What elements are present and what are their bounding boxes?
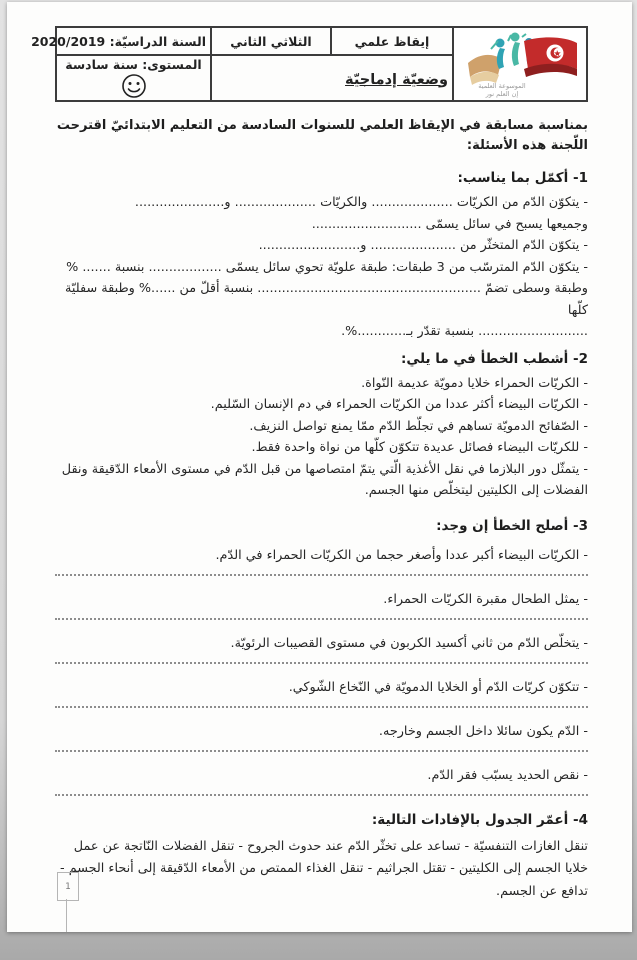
- q2-item: - للكريّات البيضاء فصائل عديدة تتكوّن كلّها من نواة واحدة فقط.: [251, 440, 588, 455]
- exam-type-label: وضعيّة إدماجيّة: [345, 71, 448, 88]
- q1-line: ........................... بنسبة تقدّر بـ............%.: [341, 324, 588, 339]
- q1-line: وطبقة وسطى تضمّ ....................................................... بنسبة أقلّ من ......% وطبقة سفليّة كلّها: [65, 281, 588, 318]
- q3-item: - يمثل الطحال مقبرة الكريّات الحمراء.: [383, 591, 588, 607]
- trimester-cell: [211, 27, 331, 55]
- q2-title: 2- أشطب الخطأ في ما يلي:: [400, 350, 588, 367]
- logo-cell: [453, 27, 587, 101]
- logo-caption-line1: الموسوعة العلمية: [478, 82, 526, 90]
- subject-label: إيقاظ علمي: [354, 33, 430, 49]
- header-table: [31, 26, 588, 102]
- q1-title: 1- أكمّل بما يناسب:: [457, 170, 588, 186]
- document-page: [7, 2, 632, 932]
- q3-item: - الكريّات البيضاء أكبر عددا وأصغر حجما من الكريّات الحمراء في الدّم.: [215, 547, 588, 563]
- subject-cell: [331, 27, 453, 55]
- q1-line: - يتكوّن الدّم المتخثّر من ..................... و.........................: [258, 238, 588, 253]
- footer-divider: [66, 899, 67, 932]
- q1-line: - يتكوّن الدّم المترسّب من 3 طبقات: طبقة علويّة تحوي سائل يسمّى .................. بنسبة ....... %: [66, 259, 588, 275]
- q3-item: - نقص الحديد يسبّب فقر الدّم.: [427, 767, 588, 783]
- dotted-answer-line: [55, 794, 588, 796]
- q1-line: - يتكوّن الدّم من الكريّات .................... والكريّات .................... و......................: [134, 195, 588, 210]
- q3-title: 3- أصلح الخطأ إن وجد:: [436, 517, 588, 534]
- school-logo: [458, 29, 582, 99]
- trimester-label: الثلاثي الثاني: [230, 33, 312, 49]
- school-year-cell: [31, 27, 211, 55]
- tunisia-flag-icon: [524, 37, 577, 77]
- dotted-answer-line: [55, 662, 588, 664]
- exam-type-cell: [211, 55, 453, 101]
- page-content: [7, 2, 632, 903]
- logo-caption: [462, 83, 542, 98]
- q4-statements: تنقل الغازات التنفسيّة - تساعد على تخثّر الدّم عند حدوث الجروح - تنقل الفضلات النّاتجة عن عمل خلايا الجسم إلى الكليتين - تقتل الجراثيم - تنقل الغذاء الممتص من الأمعاء الدّقيقة إلى أنحاء الجسم - تدافع عن الجسم.: [60, 838, 588, 899]
- logo-caption-line2: إن العلم نور: [485, 89, 519, 98]
- smiley-icon: [121, 73, 147, 99]
- page-number: 1: [57, 872, 79, 901]
- dotted-answer-line: [55, 706, 588, 708]
- school-year-label: السنة الدراسيّة: 2020/2019: [31, 33, 206, 49]
- q2-item: - الكريّات البيضاء أكثر عددا من الكريّات الحمراء في دم الإنسان السّليم.: [210, 397, 588, 412]
- q2-item: - الكريّات الحمراء خلايا دمويّة عديمة النّواة.: [361, 375, 588, 391]
- q1-line: وجميعها يسبح في سائل يسمّى ...........................: [311, 216, 588, 232]
- q4-title: 4- أعمّر الجدول بالإفادات التالية:: [371, 811, 588, 828]
- level-label: المستوى: سنة سادسة: [65, 57, 202, 72]
- q3-item: - تتكوّن كريّات الدّم أو الخلايا الدمويّة في النّخاع الشّوكي.: [288, 679, 588, 695]
- q2-item: - يتمثّل دور البلازما في نقل الأغذية الّتي يتمّ امتصاصها من قبل الدّم في مستوى الأمعاء الدّقيقة ونقل الفضلات إلى الكليتين ليتخلّص منها الجسم.: [61, 461, 588, 498]
- q2-item: - الصّفائح الدمويّة تساهم في تجلّط الدّم ممّا يمنع تواصل النزيف.: [249, 418, 588, 434]
- level-cell: [56, 55, 211, 101]
- q3-item: - الدّم يكون سائلا داخل الجسم وخارجه.: [378, 723, 588, 739]
- intro-text: بمناسبة مسابقة في الإيقاظ العلمي للسنوات السادسة من التعليم الابتدائيّ اقترحت اللّجنة هذه الأسئلة:: [56, 118, 588, 153]
- dotted-answer-line: [55, 574, 588, 576]
- dotted-answer-line: [55, 750, 588, 752]
- q3-item: - يتخلّص الدّم من ثاني أكسيد الكربون في مستوى القصيبات الرئويّة.: [230, 635, 588, 651]
- dotted-answer-line: [55, 618, 588, 620]
